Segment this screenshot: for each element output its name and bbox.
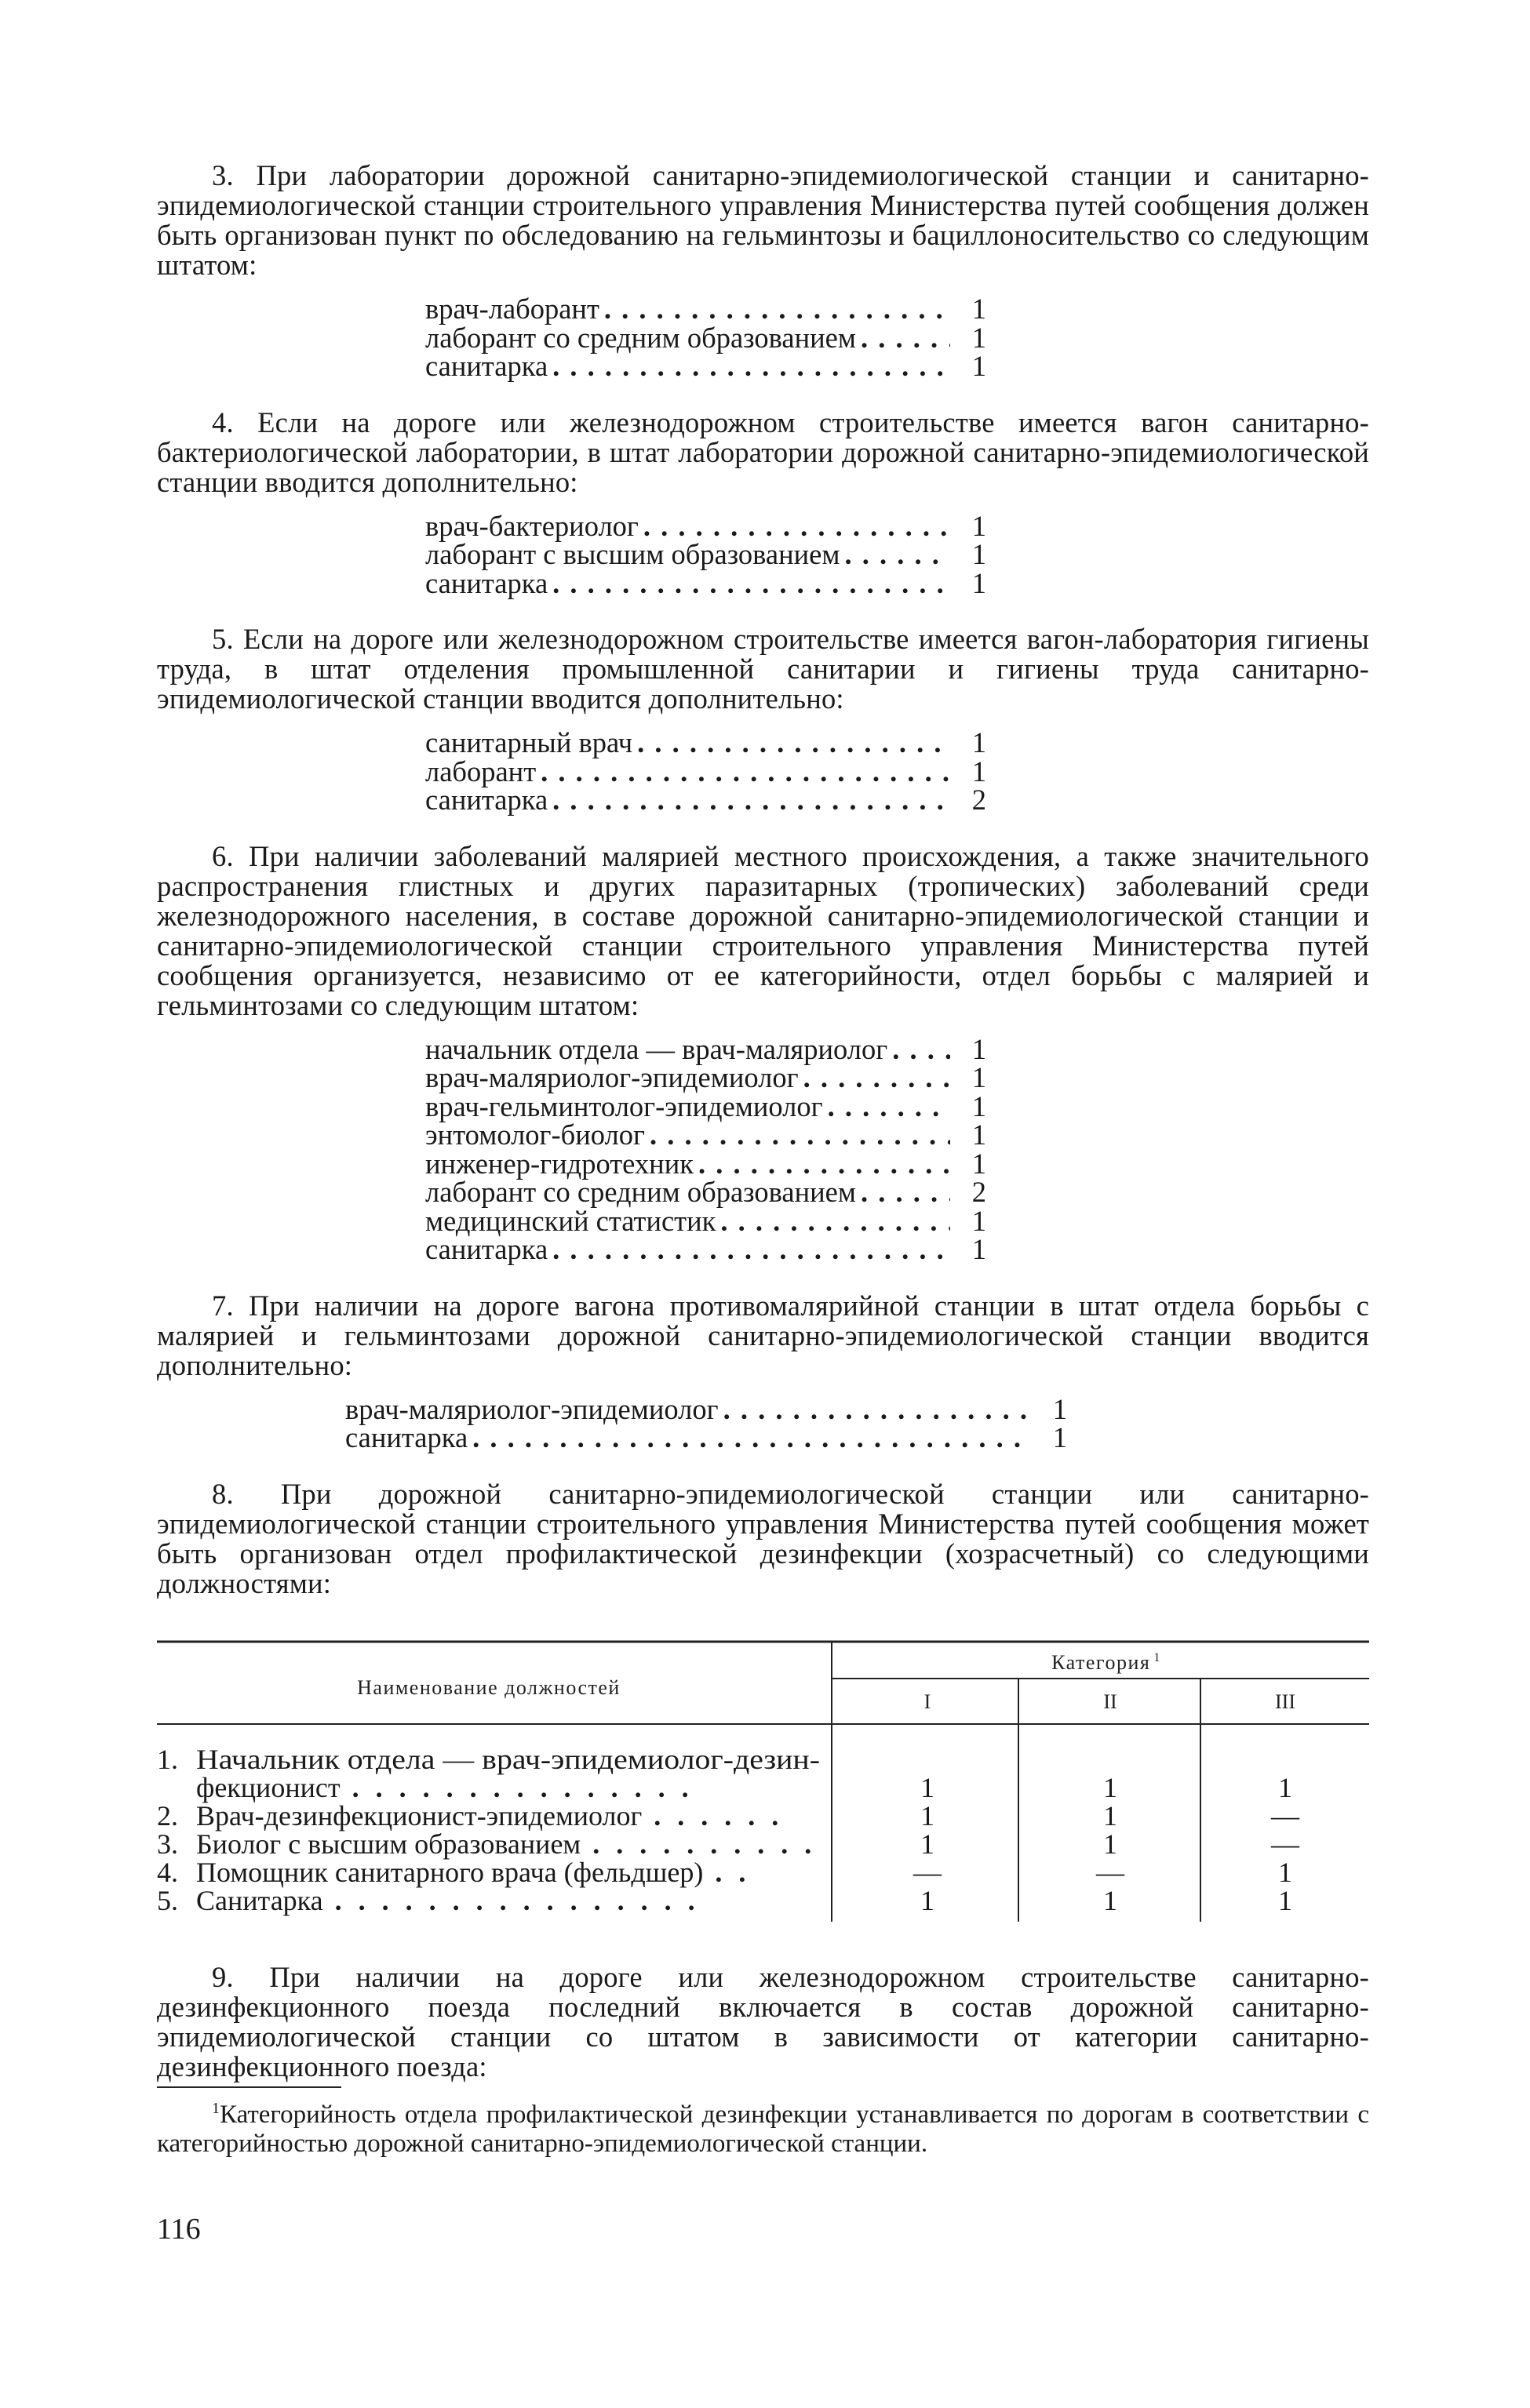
staff-row: лаборант со средним образованием . . . 1 [425,324,986,353]
cell-value: 1 [1278,1857,1292,1888]
page-number: 116 [157,2213,201,2246]
cell-value: — [1271,1800,1299,1831]
staff-row: инженер-гидротехник . . . 1 [425,1150,986,1179]
paragraph-6: 6. При наличии заболеваний малярией местного происхождения, а также значительного распространения глистных и других паразитарных (тропических) заболеваний среди железнодорожного населения, в составе дорожной санитарно-эпидемиологической станции и санитарно-эпидемиологической станции строительного управления Министерства путей сообщения организуется, независимо от ее категорийности, отдел борьбы с малярией и гельминтозами со следующим штатом: [157,839,1369,1021]
cell-value: 1 [1278,1772,1292,1803]
staff-row: санитарка . . . 1 [425,1235,986,1264]
paragraph-9: 9. При наличии на дороге или железнодорожном строительстве санитарно-дезинфекционного поезда последний включается в состав дорожной санитарно-эпидемиологической станции со штатом в зависимости от категории санитарно-дезинфекционного поезда: [157,1961,1369,2082]
cell-value: 1 [920,1885,934,1916]
staff-row: лаборант со средним образованием . . . 2 [425,1178,986,1207]
row-name: фекционист . . . . . . . . . . . . . . . [196,1772,694,1803]
category-ii: II [1103,1690,1117,1713]
category-header: Категория $^1$ [1051,1651,1161,1674]
staff-row: санитарка . . . 1 [345,1424,1067,1453]
staff-list-6 [425,1032,986,1265]
category-i: I [923,1690,931,1713]
staff-row: санитарка . . . 1 [425,352,986,381]
staff-list-4 [425,509,986,599]
staff-row: врач-гельминтолог-эпидемиолог . . . 1 [425,1093,986,1122]
cell-value: — [1271,1828,1299,1860]
footnote: $^1$Категорийность отдела профилактической дезинфекции устанавливается по дорогам в соответствии с категорийностью дорожной санитарно-эпидемиологической станции. [157,2100,1369,2158]
staff-row: начальник отдела — врач-маляриолог . . . 1 [425,1035,986,1064]
cell-value: — [913,1857,942,1888]
staff-row: врач-лаборант . . . 1 [425,295,986,324]
staff-row: врач-маляриолог-эпидемиолог . . . 1 [425,1064,986,1093]
footnote-divider [157,2086,341,2088]
row-num: 1. [157,1744,178,1775]
staff-list-3 [425,295,986,381]
row-name: Помощник санитарного врача (фельдшер) . . [196,1857,751,1888]
row-num: 4. [157,1857,178,1888]
cell-value: 1 [920,1772,934,1803]
staff-row: врач-маляриолог-эпидемиолог . . . 1 [345,1395,1067,1424]
row-num: 3. [157,1828,178,1860]
staff-row: энтомолог-биолог . . . 1 [425,1121,986,1150]
cell-value: 1 [1278,1885,1292,1916]
row-num: 2. [157,1800,178,1831]
paragraph-3: 3. При лаборатории дорожной санитарно-эпидемиологической станции и санитарно-эпидемиологической станции строительного управления Министерства путей сообщения должен быть организован пункт по обследованию на гельминтозы и бациллоносительство со следующим штатом: [157,159,1369,281]
staff-row: лаборант с высшим образованием . . . 1 [425,540,986,569]
category-table [157,1638,1369,1951]
category-iii: III [1275,1690,1295,1713]
row-name: Врач-дезинфекционист-эпидемиолог . . . . . . [196,1800,784,1831]
row-name: Начальник отдела — врач-эпидемиолог-дезин- [196,1744,820,1775]
staff-row: лаборант . . . 1 [425,758,986,787]
paragraph-8: 8. При дорожной санитарно-эпидемиологической станции или санитарно-эпидемиологической станции строительного управления Министерства путей сообщения может быть организован отдел профилактической дезинфекции (хозрасчетный) со следующими должностями: [157,1477,1369,1599]
cell-value: — [1096,1857,1124,1888]
row-num: 5. [157,1885,178,1916]
staff-row: медицинский статистик . . . 1 [425,1207,986,1236]
staff-list-7 [345,1392,1067,1453]
cell-value: 1 [1103,1828,1117,1860]
staff-row: санитарка . . . 2 [425,786,986,815]
cell-value: 1 [920,1800,934,1831]
staff-row: санитарный врач . . . 1 [425,729,986,758]
paragraph-5: 5. Если на дороге или железнодорожном строительстве имеется вагон-лаборатория гигиены труда, в штат отделения промышленной санитарии и гигиены труда санитарно-эпидемиологической станции вводится дополнительно: [157,623,1369,715]
cell-value: 1 [1103,1800,1117,1831]
paragraph-4: 4. Если на дороге или железнодорожном строительстве имеется вагон санитарно-бактериологической лаборатории, в штат лаборатории дорожной санитарно-эпидемиологической станции вводится дополнительно: [157,406,1369,498]
cell-value: 1 [1103,1885,1117,1916]
paragraph-7: 7. При наличии на дороге вагона противомалярийной станции в штат отдела борьбы с малярией и гельминтозами дорожной санитарно-эпидемиологической станции вводится дополнительно: [157,1289,1369,1381]
row-name: Биолог с высшим образованием . . . . . . . . . . [196,1828,817,1860]
staff-row: врач-бактериолог . . . 1 [425,512,986,541]
staff-row: санитарка . . . 1 [425,569,986,598]
cell-value: 1 [1103,1772,1117,1803]
staff-list-5 [425,726,986,816]
cell-value: 1 [920,1828,934,1860]
page-body [157,161,1369,1599]
row-name: Санитарка . . . . . . . . . . . . . . . . [196,1885,700,1916]
col-name-header: Наименование должностей [357,1676,621,1699]
